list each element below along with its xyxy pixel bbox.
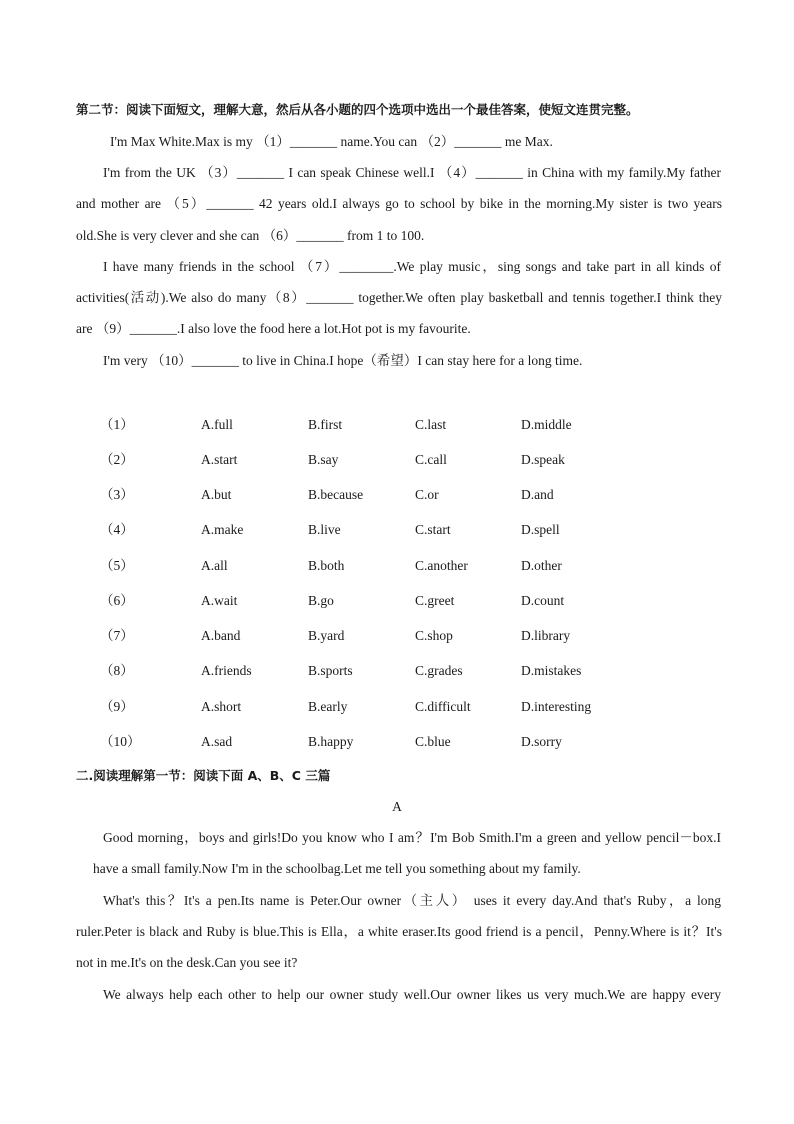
question-number: （2） [100, 452, 134, 467]
passage-a-line: ruler.Peter is black and Ruby is blue.This is Ella，a white eraser.Its good friend is a pencil，Penny.Where is it？It's [76, 924, 722, 939]
option-a: A.all [201, 558, 228, 573]
passage-a-line: not in me.It's on the desk.Can you see it? [76, 955, 298, 970]
option-a: A.short [201, 699, 242, 714]
option-b: B.sports [308, 663, 353, 678]
question-number: （1） [100, 417, 134, 432]
option-b: B.go [308, 593, 334, 608]
passage-line: I'm very （10）_______ to live in China.I hope（希望）I can stay here for a long time. [103, 353, 583, 368]
passage-line: and mother are （5）_______ 42 years old.I always go to school by bike in the morning.My sister is two years [76, 196, 722, 211]
option-c: C.another [415, 558, 468, 573]
question-number: （7） [100, 628, 134, 643]
option-a: A.make [201, 522, 244, 537]
option-c: C.start [415, 522, 451, 537]
option-c: C.call [415, 452, 447, 467]
passage-a-line: Good morning，boys and girls!Do you know who I am？I'm Bob Smith.I'm a green and yellow pencil－box.I [103, 830, 721, 845]
option-c: C.shop [415, 628, 453, 643]
passage-line: I have many friends in the school （7）________.We play music，sing songs and take part in all kinds of [103, 259, 721, 274]
passage-a-line: We always help each other to help our owner study well.Our owner likes us very much.We are happy every [103, 987, 721, 1002]
option-d: D.other [521, 558, 562, 573]
option-a: A.band [201, 628, 241, 643]
passage-a-title: A [392, 799, 402, 814]
option-c: C.or [415, 487, 439, 502]
option-c: C.greet [415, 593, 455, 608]
option-d: D.library [521, 628, 571, 643]
passage-a-line: have a small family.Now I'm in the schoolbag.Let me tell you something about my family. [93, 861, 581, 876]
option-a: A.wait [201, 593, 238, 608]
option-b: B.early [308, 699, 348, 714]
option-a: A.sad [201, 734, 233, 749]
reading-heading: 二.阅读理解第一节：阅读下面 A、B、C 三篇 [76, 768, 331, 783]
passage-line: activities(活动).We also do many（8）_______ together.We often play basketball and tennis together.I think they [76, 290, 722, 305]
question-number: （5） [100, 558, 134, 573]
option-c: C.last [415, 417, 447, 432]
option-d: D.speak [521, 452, 565, 467]
option-c: C.difficult [415, 699, 471, 714]
option-b: B.happy [308, 734, 354, 749]
option-b: B.yard [308, 628, 345, 643]
option-a: A.friends [201, 663, 252, 678]
option-b: B.because [308, 487, 364, 502]
option-b: B.live [308, 522, 341, 537]
passage-line: I'm Max White.Max is my （1）_______ name.You can （2）_______ me Max. [110, 134, 553, 149]
passage-line: I'm from the UK （3）_______ I can speak Chinese well.I （4）_______ in China with my family.My father [103, 165, 721, 180]
option-c: C.blue [415, 734, 451, 749]
passage-a-line: What's this？It's a pen.Its name is Peter.Our owner（主人） uses it every day.And that's Ruby，a long [103, 893, 721, 908]
question-number: （9） [100, 699, 134, 714]
option-b: B.say [308, 452, 339, 467]
option-b: B.first [308, 417, 343, 432]
option-c: C.grades [415, 663, 463, 678]
question-number: （3） [100, 487, 134, 502]
option-a: A.start [201, 452, 238, 467]
option-d: D.and [521, 487, 554, 502]
option-d: D.mistakes [521, 663, 582, 678]
passage-line: are （9）_______.I also love the food here a lot.Hot pot is my favourite. [76, 321, 471, 336]
passage-line: old.She is very clever and she can （6）_______ from 1 to 100. [76, 228, 425, 243]
option-d: D.count [521, 593, 565, 608]
option-d: D.middle [521, 417, 572, 432]
option-d: D.interesting [521, 699, 592, 714]
option-a: A.but [201, 487, 232, 502]
option-d: D.sorry [521, 734, 562, 749]
option-b: B.both [308, 558, 345, 573]
question-number: （6） [100, 593, 134, 608]
question-number: （10） [100, 734, 141, 749]
section-2-heading: 第二节：阅读下面短文，理解大意，然后从各小题的四个选项中选出一个最佳答案，使短文连贯完整。 [76, 102, 639, 117]
option-a: A.full [201, 417, 233, 432]
option-d: D.spell [521, 522, 560, 537]
question-number: （4） [100, 522, 134, 537]
question-number: （8） [100, 663, 134, 678]
